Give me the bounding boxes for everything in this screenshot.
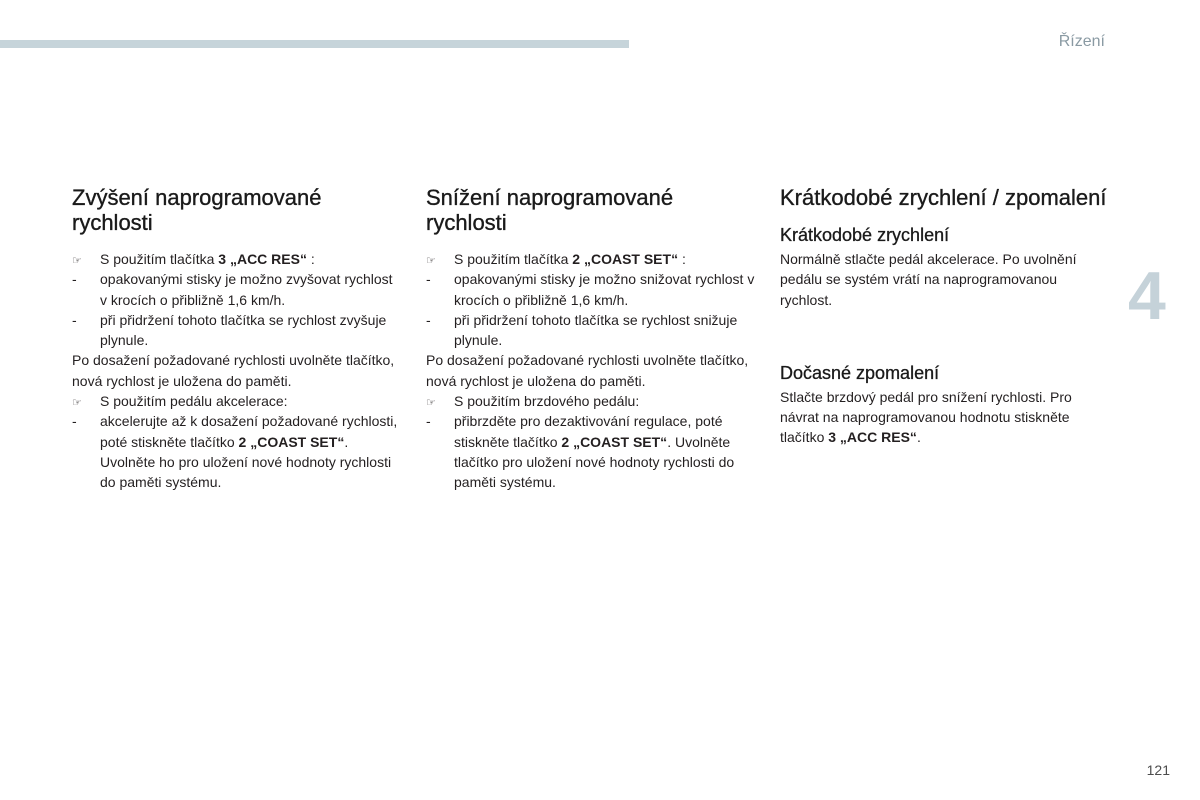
subheading-deceleration: Dočasné zpomalení bbox=[780, 362, 940, 383]
list-item: - akcelerujte až k dosažení požadované rychlosti, poté stiskněte tlačítko 2 „COAST SET“. Uvolněte ho pro uložení nové hodnoty rychlosti do paměti systému. bbox=[72, 413, 398, 491]
list-item: - opakovanými stisky je možno snižovat rychlost v krocích o přibližně 1,6 km/h. bbox=[426, 271, 755, 308]
pointing-hand-icon: ☞ bbox=[72, 397, 82, 410]
list-item: ☞ S použitím tlačítka 3 „ACC RES“ : bbox=[72, 249, 402, 269]
page-number: 121 bbox=[1146, 762, 1170, 778]
column-increase-speed bbox=[72, 185, 402, 493]
paragraph: Stlačte brzdový pedál pro snížení rychlosti. Pro návrat na naprogramovanou hodnotu stiskněte tlačítko 3 „ACC RES“. bbox=[780, 388, 1072, 446]
list-item: ☞ S použitím tlačítka 2 „COAST SET“ : bbox=[426, 249, 756, 269]
paragraph: Po dosažení požadované rychlosti uvolněte tlačítko, nová rychlost je uložena do paměti. bbox=[72, 352, 395, 389]
pointing-hand-icon: ☞ bbox=[426, 255, 436, 267]
heading-increase-speed: Zvýšení naprogramované rychlosti bbox=[72, 185, 322, 235]
header-accent-bar bbox=[0, 40, 629, 48]
pointing-hand-icon: ☞ bbox=[426, 397, 436, 410]
paragraph: Normálně stlačte pedál akcelerace. Po uvolnění pedálu se systém vrátí na naprogramovanou rychlost. bbox=[780, 251, 1077, 308]
heading-temporary-change: Krátkodobé zrychlení / zpomalení bbox=[780, 185, 1107, 210]
list-item: ☞ S použitím pedálu akcelerace: bbox=[72, 391, 402, 411]
chapter-number: 4 bbox=[1128, 258, 1166, 334]
column-decrease-speed bbox=[426, 185, 756, 493]
column-temporary-change bbox=[780, 185, 1110, 448]
list-item: ☞ S použitím brzdového pedálu: bbox=[426, 391, 756, 411]
subheading-acceleration: Krátkodobé zrychlení bbox=[780, 225, 950, 245]
heading-decrease-speed: Snížení naprogramované rychlosti bbox=[426, 185, 674, 235]
list-item: - při přidržení tohoto tlačítka se rychlost snižuje plynule. bbox=[426, 311, 738, 349]
paragraph: Po dosažení požadované rychlosti uvolněte tlačítko, nová rychlost je uložena do paměti. bbox=[426, 352, 749, 389]
list-item: - při přidržení tohoto tlačítka se rychlost zvyšuje plynule. bbox=[72, 311, 387, 349]
section-title: Řízení bbox=[1058, 33, 1105, 50]
list-item: - opakovanými stisky je možno zvyšovat rychlost v krocích o přibližně 1,6 km/h. bbox=[72, 271, 393, 308]
pointing-hand-icon: ☞ bbox=[72, 255, 82, 267]
list-item: - přibrzděte pro dezaktivování regulace, poté stiskněte tlačítko 2 „COAST SET“. Uvolněte tlačítko pro uložení nové hodnoty rychlosti do paměti systému. bbox=[426, 413, 735, 491]
